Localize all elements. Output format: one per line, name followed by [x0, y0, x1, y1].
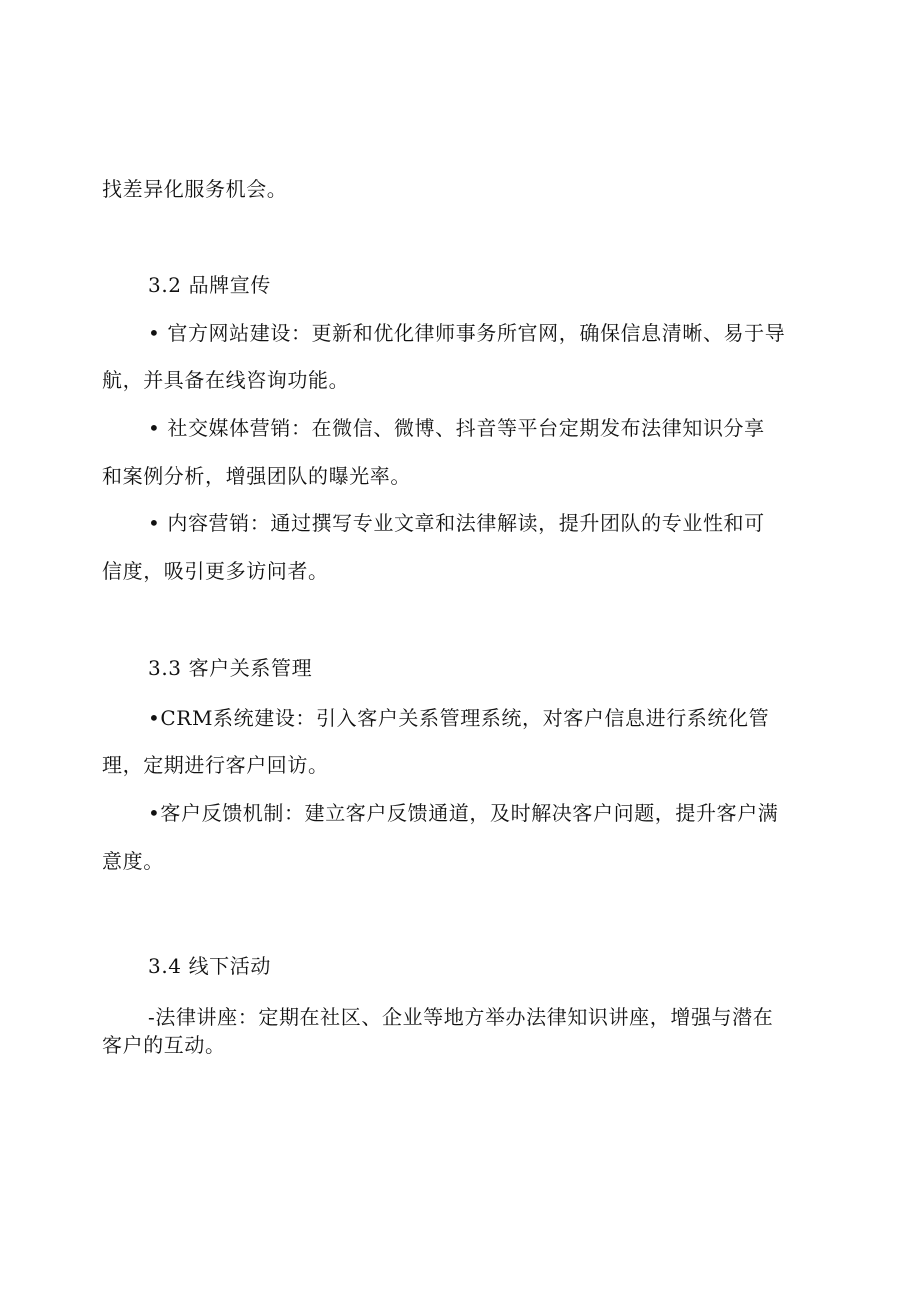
- bullet-crm-line-1: •CRM系统建设：引入客户关系管理系统，对客户信息进行系统化管: [148, 706, 770, 730]
- bullet-feedback-line-1: •客户反馈机制：建立客户反馈通道，及时解决客户问题，提升客户满: [148, 801, 779, 825]
- bullet-social-line-1: • 社交媒体营销：在微信、微博、抖音等平台定期发布法律知识分享: [148, 416, 765, 440]
- bullet-feedback-line-2: 意度。: [102, 849, 164, 873]
- bullet-content-line-1: • 内容营销：通过撰写专业文章和法律解读，提升团队的专业性和可: [148, 511, 765, 535]
- bullet-content-line-2: 信度，吸引更多访问者。: [102, 559, 329, 583]
- bullet-social-line-2: 和案例分析，增强团队的曝光率。: [102, 464, 411, 488]
- bullet-website-line-1: • 官方网站建设：更新和优化律师事务所官网，确保信息清晰、易于导: [148, 321, 786, 345]
- section-heading-3-4: 3.4 线下活动: [148, 954, 271, 978]
- intro-tail-text: 找差异化服务机会。: [102, 177, 288, 201]
- bullet-crm-line-2: 理，定期进行客户回访。: [102, 753, 329, 777]
- section-heading-3-3: 3.3 客户关系管理: [148, 656, 313, 680]
- bullet-website-line-2: 航，并具备在线咨询功能。: [102, 368, 350, 392]
- bullet-lecture-line-2: 客户的互动。: [102, 1033, 226, 1057]
- bullet-lecture-line-1: -法律讲座：定期在社区、企业等地方举办法律知识讲座，增强与潜在: [148, 1005, 774, 1029]
- section-heading-3-2: 3.2 品牌宣传: [148, 273, 271, 297]
